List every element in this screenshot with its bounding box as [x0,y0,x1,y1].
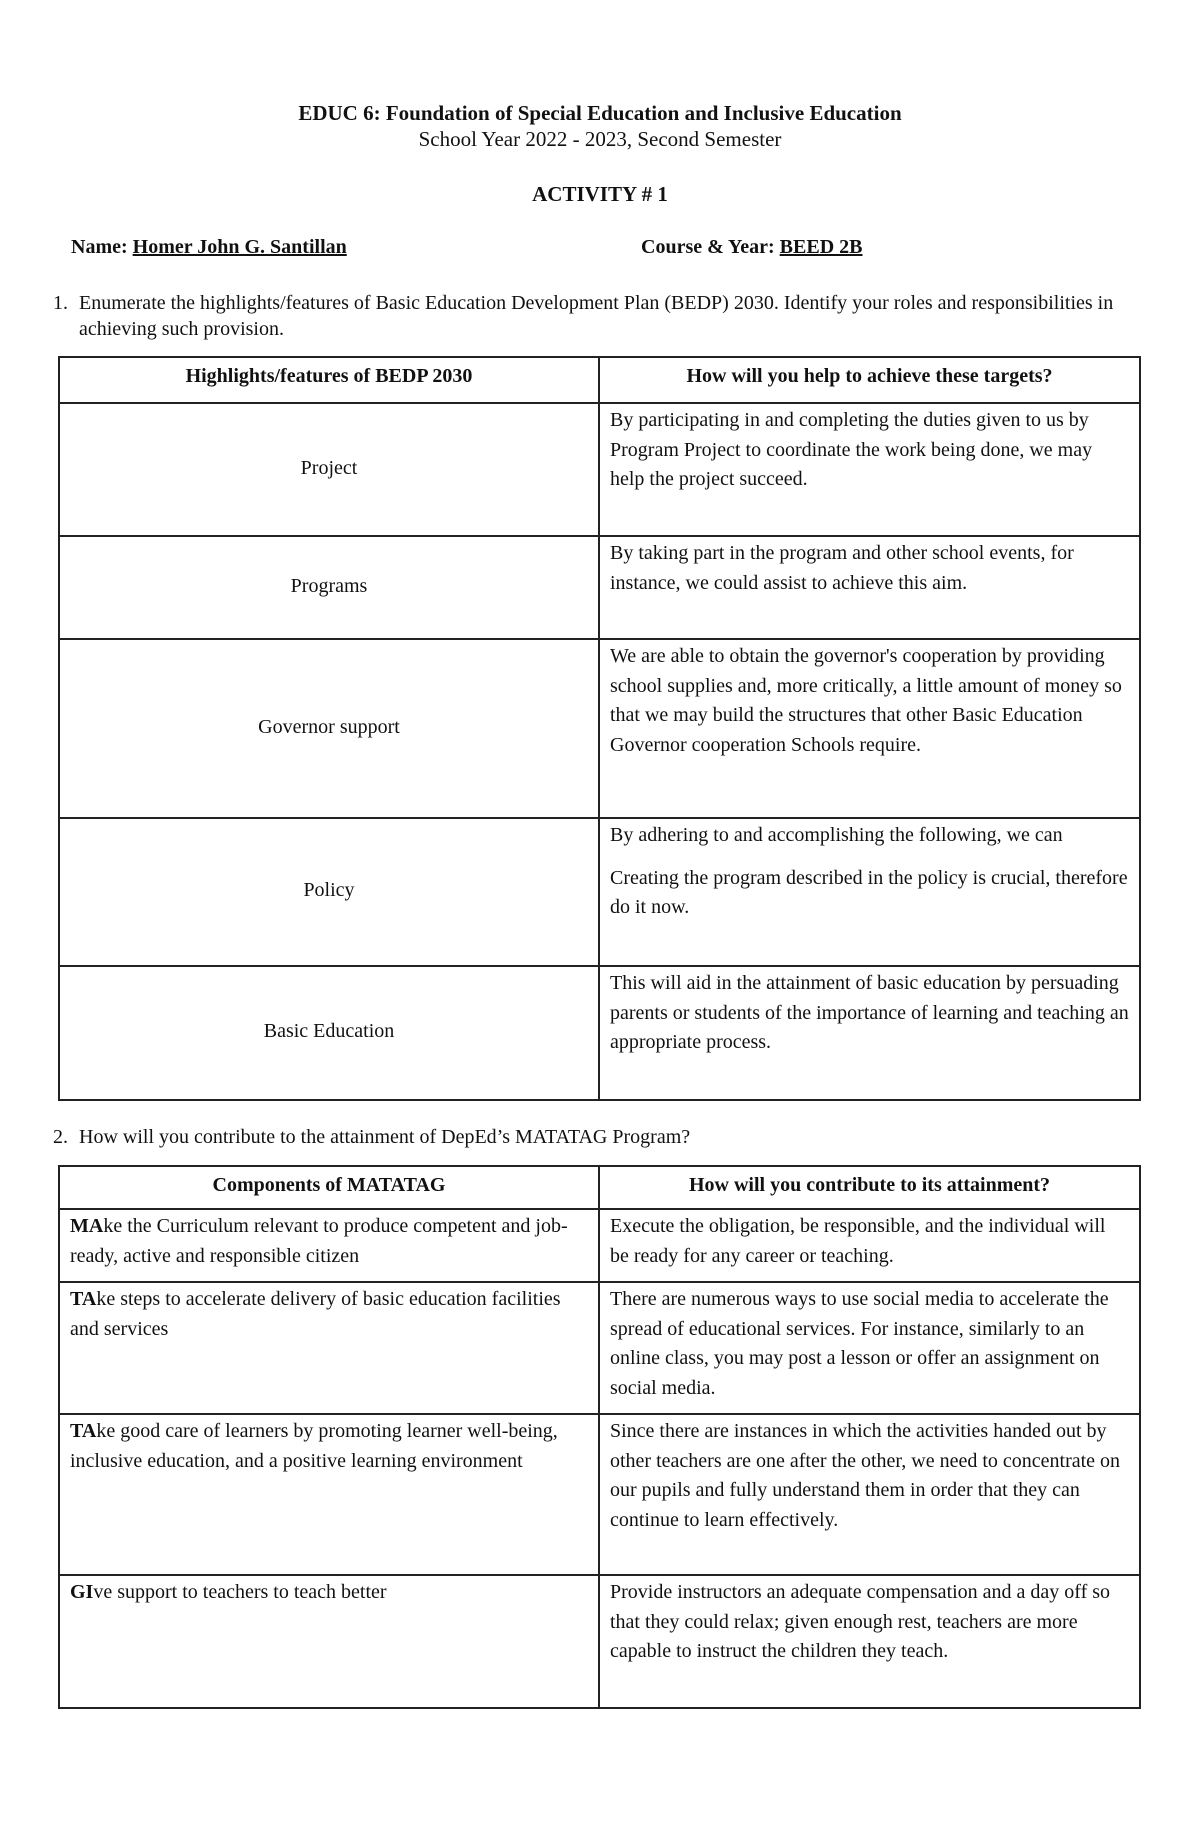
table-row [59,818,1140,966]
name-label: Name: [71,236,128,258]
table-header-row [59,1166,1140,1209]
column-header: How will you help to achieve these targets? [599,357,1140,403]
student-name-field [71,236,347,259]
component-text: ke the Curriculum relevant to produce competent and job-ready, active and responsible citizen [70,1215,568,1267]
question-text: Enumerate the highlights/features of Basic Education Development Plan (BEDP) 2030. Identify your roles and responsibilities in achieving such provision. [79,292,1114,340]
table-row [59,1575,1140,1708]
feature-cell: Governor support [59,639,599,818]
response-text: By participating in and completing the duties given to us by Program Project to coordinate the work being done, we may help the project succeed. [610,409,1093,490]
component-text: ve support to teachers to teach better [93,1581,387,1603]
feature-cell: Policy [59,818,599,966]
course-year: BEED 2B [779,236,863,258]
column-header: Highlights/features of BEDP 2030 [59,357,599,403]
feature-cell: Basic Education [59,966,599,1100]
question-number: 1. [53,292,68,314]
response-text: Creating the program described in the policy is crucial, therefore do it now. [610,866,1128,918]
response-cell [599,403,1140,536]
response-text: We are able to obtain the governor's cooperation by providing school supplies and, more critically, a little amount of money so that we may build the structures that other Basic Education Governor cooperation Schools require. [610,645,1122,756]
table-row [59,966,1140,1100]
component-cell [59,1414,599,1575]
response-text: This will aid in the attainment of basic education by persuading parents or students of the importance of learning and teaching an appropriate process. [610,972,1129,1053]
feature-cell: Project [59,403,599,536]
component-key: TA [70,1420,97,1442]
course-title: EDUC 6: Foundation of Special Education and Inclusive Education [298,101,902,125]
matatag-table [58,1165,1141,1709]
column-header: How will you contribute to its attainment? [599,1166,1140,1209]
contribution-cell: Since there are instances in which the activities handed out by other teachers are one after the other, we need to concentrate on our pupils and fully understand them in order that they can continue to learn effectively. [599,1414,1140,1575]
component-key: TA [70,1288,97,1310]
component-key: MA [70,1215,104,1237]
question-2 [53,1124,1138,1150]
component-key: GI [70,1581,94,1603]
component-text: ke good care of learners by promoting learner well-being, inclusive education, and a positive learning environment [70,1420,558,1472]
response-cell [599,536,1140,639]
activity-title: ACTIVITY # 1 [532,182,668,206]
contribution-cell: Provide instructors an adequate compensation and a day off so that they could relax; given enough rest, teachers are more capable to instruct the children they teach. [599,1575,1140,1708]
table-row [59,1282,1140,1414]
bedp-table [58,356,1141,1101]
table-header-row [59,357,1140,403]
response-cell [599,966,1140,1100]
course-label: Course & Year: [641,236,775,258]
response-cell [599,818,1140,966]
feature-cell: Programs [59,536,599,639]
response-text: By taking part in the program and other school events, for instance, we could assist to achieve this aim. [610,542,1074,594]
course-year-field [641,236,862,259]
contribution-cell: There are numerous ways to use social media to accelerate the spread of educational services. For instance, similarly to an online class, you may post a lesson or offer an assignment on social media. [599,1282,1140,1414]
table-row [59,403,1140,536]
response-text: By adhering to and accomplishing the following, we can [610,824,1063,846]
table-row [59,639,1140,818]
question-text: How will you contribute to the attainment of DepEd’s MATATAG Program? [79,1126,691,1148]
component-text: ke steps to accelerate delivery of basic education facilities and services [70,1288,561,1340]
response-cell [599,639,1140,818]
component-cell [59,1209,599,1282]
contribution-cell: Execute the obligation, be responsible, and the individual will be ready for any career or teaching. [599,1209,1140,1282]
school-year: School Year 2022 - 2023, Second Semester [418,127,782,151]
table-row [59,1209,1140,1282]
question-1 [53,290,1138,342]
component-cell [59,1282,599,1414]
column-header: Components of MATATAG [59,1166,599,1209]
table-row [59,536,1140,639]
student-name: Homer John G. Santillan [132,236,347,258]
question-number: 2. [53,1126,68,1148]
table-row [59,1414,1140,1575]
component-cell [59,1575,599,1708]
